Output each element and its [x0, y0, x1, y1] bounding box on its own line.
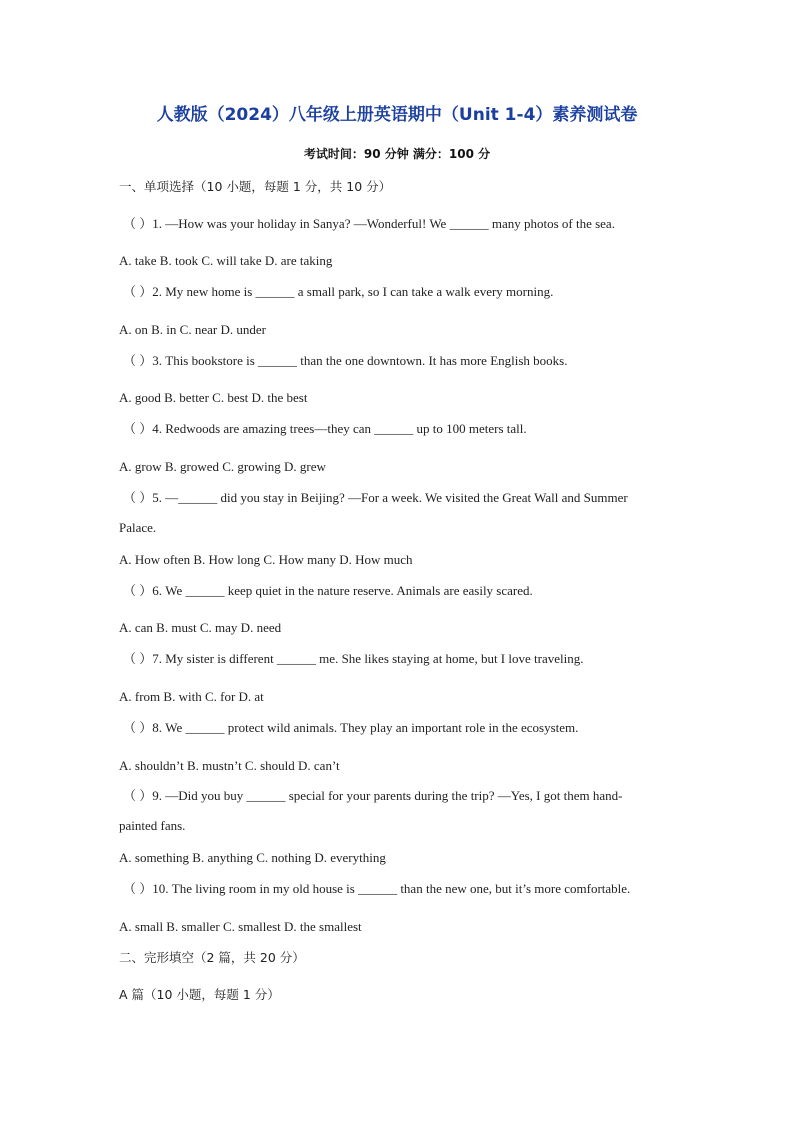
question-stem: （ ）6. We ______ keep quiet in the nature reserve. Animals are easily scared.	[123, 583, 533, 598]
question-options: A. something B. anything C. nothing D. everything	[119, 850, 386, 865]
cloze-part-a-heading: A 篇（10 小题，每题 1 分）	[119, 987, 280, 1002]
question-options: A. on B. in C. near D. under	[119, 322, 266, 337]
question-options: A. shouldn’t B. mustn’t C. should D. can’t	[119, 758, 340, 773]
question-stem-continuation: Palace.	[119, 520, 157, 535]
page-title: 人教版（2024）八年级上册英语期中（Unit 1-4）素养测试卷	[156, 105, 638, 125]
question-stem: （ ）8. We ______ protect wild animals. They play an important role in the ecosystem.	[123, 720, 579, 735]
question-options: A. How often B. How long C. How many D. How much	[119, 552, 413, 567]
question-options: A. take B. took C. will take D. are taking	[119, 253, 333, 268]
question-options: A. from B. with C. for D. at	[119, 689, 264, 704]
question-stem-continuation: painted fans.	[119, 818, 186, 833]
question-stem: （ ）5. —______ did you stay in Beijing? —For a week. We visited the Great Wall and Summer	[123, 490, 628, 505]
question-stem: （ ）4. Redwoods are amazing trees—they can ______ up to 100 meters tall.	[123, 421, 527, 436]
question-stem: （ ）10. The living room in my old house is ______ than the new one, but it’s more comfortable.	[123, 881, 631, 896]
question-stem: （ ）9. —Did you buy ______ special for your parents during the trip? —Yes, I got them hand-	[123, 788, 623, 803]
question-options: A. grow B. growed C. growing D. grew	[119, 459, 326, 474]
section-heading-single-choice: 一、单项选择（10 小题，每题 1 分，共 10 分）	[119, 179, 392, 194]
question-options: A. good B. better C. best D. the best	[119, 390, 308, 405]
question-stem: （ ）3. This bookstore is ______ than the one downtown. It has more English books.	[123, 353, 568, 368]
exam-info: 考试时间：90 分钟 满分：100 分	[303, 147, 491, 161]
question-stem: （ ）2. My new home is ______ a small park, so I can take a walk every morning.	[123, 284, 554, 299]
section-heading-cloze: 二、完形填空（2 篇，共 20 分）	[119, 950, 305, 965]
question-options: A. can B. must C. may D. need	[119, 620, 282, 635]
question-options: A. small B. smaller C. smallest D. the smallest	[119, 919, 362, 934]
question-stem: （ ）1. —How was your holiday in Sanya? —Wonderful! We ______ many photos of the sea.	[123, 216, 615, 231]
question-stem: （ ）7. My sister is different ______ me. She likes staying at home, but I love traveling.	[123, 651, 584, 666]
